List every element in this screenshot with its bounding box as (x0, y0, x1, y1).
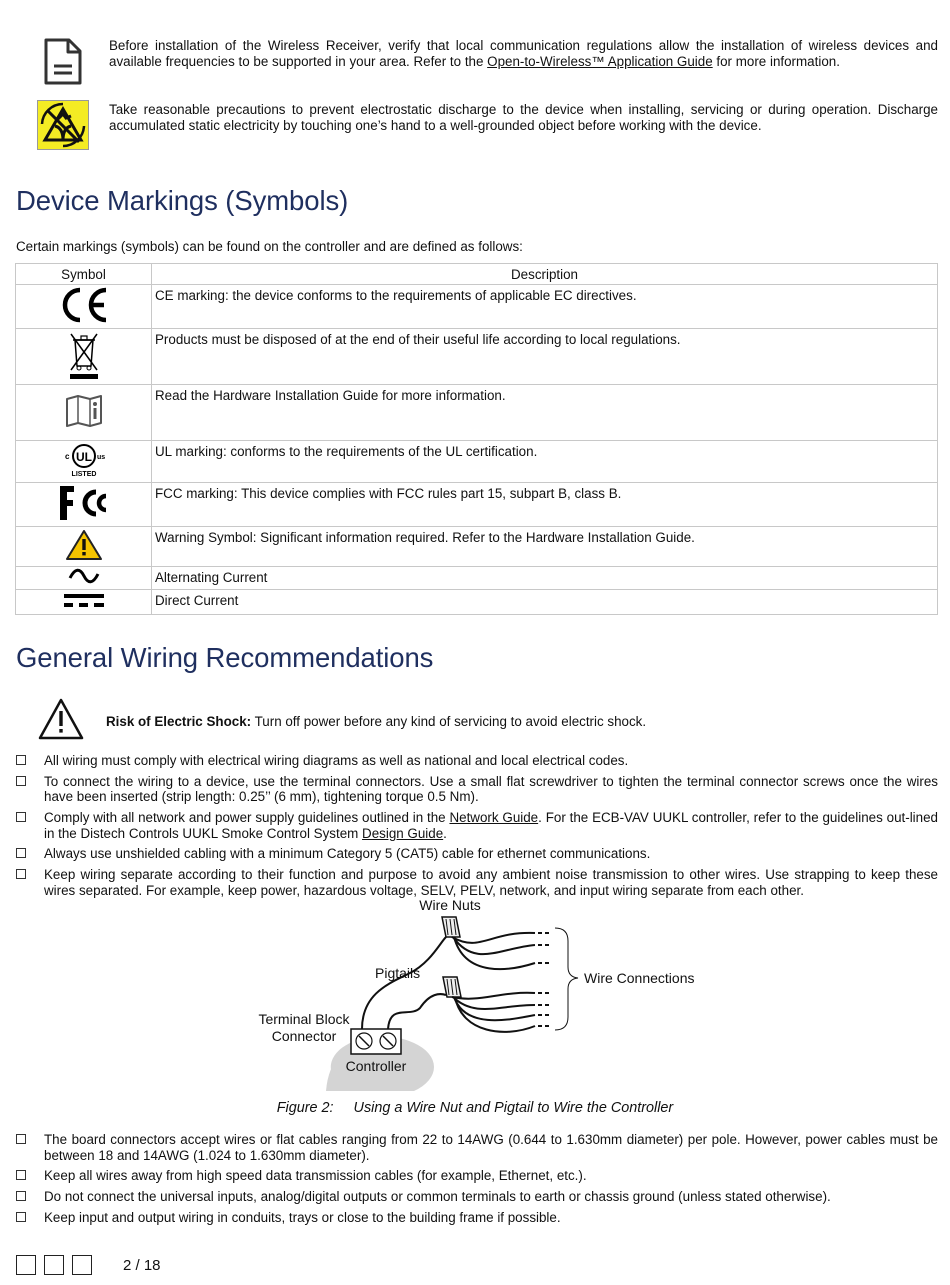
manual-info-icon (16, 385, 152, 441)
terminal-block-label: Terminal Block (258, 1011, 350, 1027)
ac-symbol-icon (16, 567, 152, 590)
weee-bin-icon (16, 329, 152, 385)
symbols-table (15, 263, 938, 615)
bullet-checkbox-icon (16, 776, 26, 786)
section-title-device-markings: Device Markings (Symbols) (16, 185, 349, 216)
esd-icon (16, 102, 109, 134)
table-row (16, 483, 938, 527)
controller-label: Controller (345, 1058, 407, 1074)
bullet-checkbox-icon (16, 869, 26, 879)
footer-square-icon (16, 1255, 36, 1275)
bullet-checkbox-icon (16, 755, 26, 765)
esd-notice (16, 102, 938, 134)
table-row (16, 385, 938, 441)
wire-nuts-label: Wire Nuts (419, 897, 481, 913)
svg-text:c: c (64, 451, 69, 461)
table-cell-description: Read the Hardware Installation Guide for more information. (152, 385, 938, 441)
section-title-wiring: General Wiring Recommendations (16, 642, 434, 673)
electric-shock-warning (16, 697, 716, 741)
column-header-description: Description (152, 264, 938, 285)
list-item: Do not connect the universal inputs, analog/digital outputs or common terminals to earth or chassis ground (unless stated otherwise). (16, 1189, 938, 1205)
wire-nut-pigtail-figure (250, 893, 710, 1093)
wiring-bullets-2 (16, 1132, 938, 1230)
bullet-checkbox-icon (16, 1170, 26, 1180)
list-item: Keep all wires away from high speed data transmission cables (for example, Ethernet, etc.). (16, 1168, 938, 1184)
installation-notice (16, 38, 938, 70)
wire-connections-label: Wire Connections (584, 970, 695, 986)
footer-square-icon (72, 1255, 92, 1275)
table-row (16, 441, 938, 483)
ce-mark-icon (16, 285, 152, 329)
table-cell-description: FCC marking: This device complies with FCC rules part 15, subpart B, class B. (152, 483, 938, 527)
bullet-checkbox-icon (16, 848, 26, 858)
column-header-symbol: Symbol (16, 264, 152, 285)
table-row (16, 567, 938, 590)
pigtails-label: Pigtails (375, 965, 421, 981)
bullet-checkbox-icon (16, 1134, 26, 1144)
figure-caption: Figure 2: Using a Wire Nut and Pigtail to Wire the Controller (276, 1100, 674, 1116)
list-item: Always use unshielded cabling with a minimum Category 5 (CAT5) cable for ethernet communications. (16, 846, 938, 862)
table-cell-description: CE marking: the device conforms to the requirements of applicable EC directives. (152, 285, 938, 329)
ul-listed-icon (16, 441, 152, 483)
footer-square-icon (44, 1255, 64, 1275)
shock-warning-icon (37, 697, 85, 741)
list-item: The board connectors accept wires or flat cables ranging from 22 to 14AWG (0.644 to 1.630mm diameter) per pole. However, power cables must be between 18 and 14AWG (1.024 to 1.630mm diameter). (16, 1132, 938, 1164)
table-row (16, 285, 938, 329)
list-item: To connect the wiring to a device, use the terminal connectors. Use a small flat screwdriver to tighten the terminal connector screws once the wires have been inserted (strip length: 0.25’’ (6 mm), tightening torque 0.5 Nm). (16, 774, 938, 806)
list-item: All wiring must comply with electrical wiring diagrams as well as national and local electrical codes. (16, 753, 938, 769)
notice-text: Before installation of the Wireless Receiver, verify that local communication regulations allow the installation of wireless devices and available frequencies to be supported in your area. Refer to the Open-to-Wireless™ Application Guide for more information. (109, 38, 938, 69)
table-row (16, 329, 938, 385)
notice-text: Take reasonable precautions to prevent electrostatic discharge to the device when installing, servicing or during operation. Discharge accumulated static electricity by touching one’s hand to a well-grounded object before working with the device. (109, 102, 938, 133)
svg-text:us: us (96, 453, 105, 461)
design-guide-link[interactable]: Design Guide (362, 825, 444, 841)
table-cell-description: Alternating Current (152, 567, 938, 590)
open-to-wireless-link[interactable]: Open-to-Wireless™ Application Guide (487, 53, 713, 69)
bullet-checkbox-icon (16, 812, 26, 822)
table-header-row (16, 264, 938, 285)
network-guide-link[interactable]: Network Guide (449, 810, 539, 826)
svg-text:LISTED: LISTED (71, 470, 96, 478)
bullet-checkbox-icon (16, 1191, 26, 1201)
warning-triangle-icon (16, 527, 152, 567)
list-item: Keep wiring separate according to their function and purpose to avoid any ambient noise transmission to other wires. Use strapping to keep these wires separated. For example, keep power, hazardous voltage, SELV, PELV, network, and input wiring separate from each other. (16, 867, 938, 899)
svg-text:UL: UL (75, 449, 92, 464)
document-icon (16, 38, 109, 70)
list-item: Comply with all network and power supply guidelines outlined in the Network Guide. For the ECB-VAV UUKL controller, refer to the guidelines out-lined in the Distech Controls UUKL Smoke Control System Design Guide. (16, 810, 938, 842)
table-row (16, 527, 938, 567)
table-row (16, 589, 938, 614)
wiring-bullets-1 (16, 753, 938, 903)
shock-warning-label: Risk of Electric Shock: (106, 714, 252, 729)
connector-label: Connector (271, 1028, 337, 1044)
table-cell-description: Direct Current (152, 589, 938, 614)
table-cell-description: UL marking: conforms to the requirements of the UL certification. (152, 441, 938, 483)
fcc-mark-icon (16, 483, 152, 527)
table-cell-description: Warning Symbol: Significant information required. Refer to the Hardware Installation Guide. (152, 527, 938, 567)
page-number: 2 / 18 (123, 1257, 161, 1274)
shock-warning-text: Turn off power before any kind of servicing to avoid electric shock. (251, 714, 647, 729)
bullet-checkbox-icon (16, 1212, 26, 1222)
dc-symbol-icon (16, 589, 152, 614)
list-item: Keep input and output wiring in conduits, trays or close to the building frame if possible. (16, 1210, 938, 1226)
table-cell-description: Products must be disposed of at the end of their useful life according to local regulations. (152, 329, 938, 385)
markings-intro: Certain markings (symbols) can be found on the controller and are defined as follows: (16, 239, 523, 254)
